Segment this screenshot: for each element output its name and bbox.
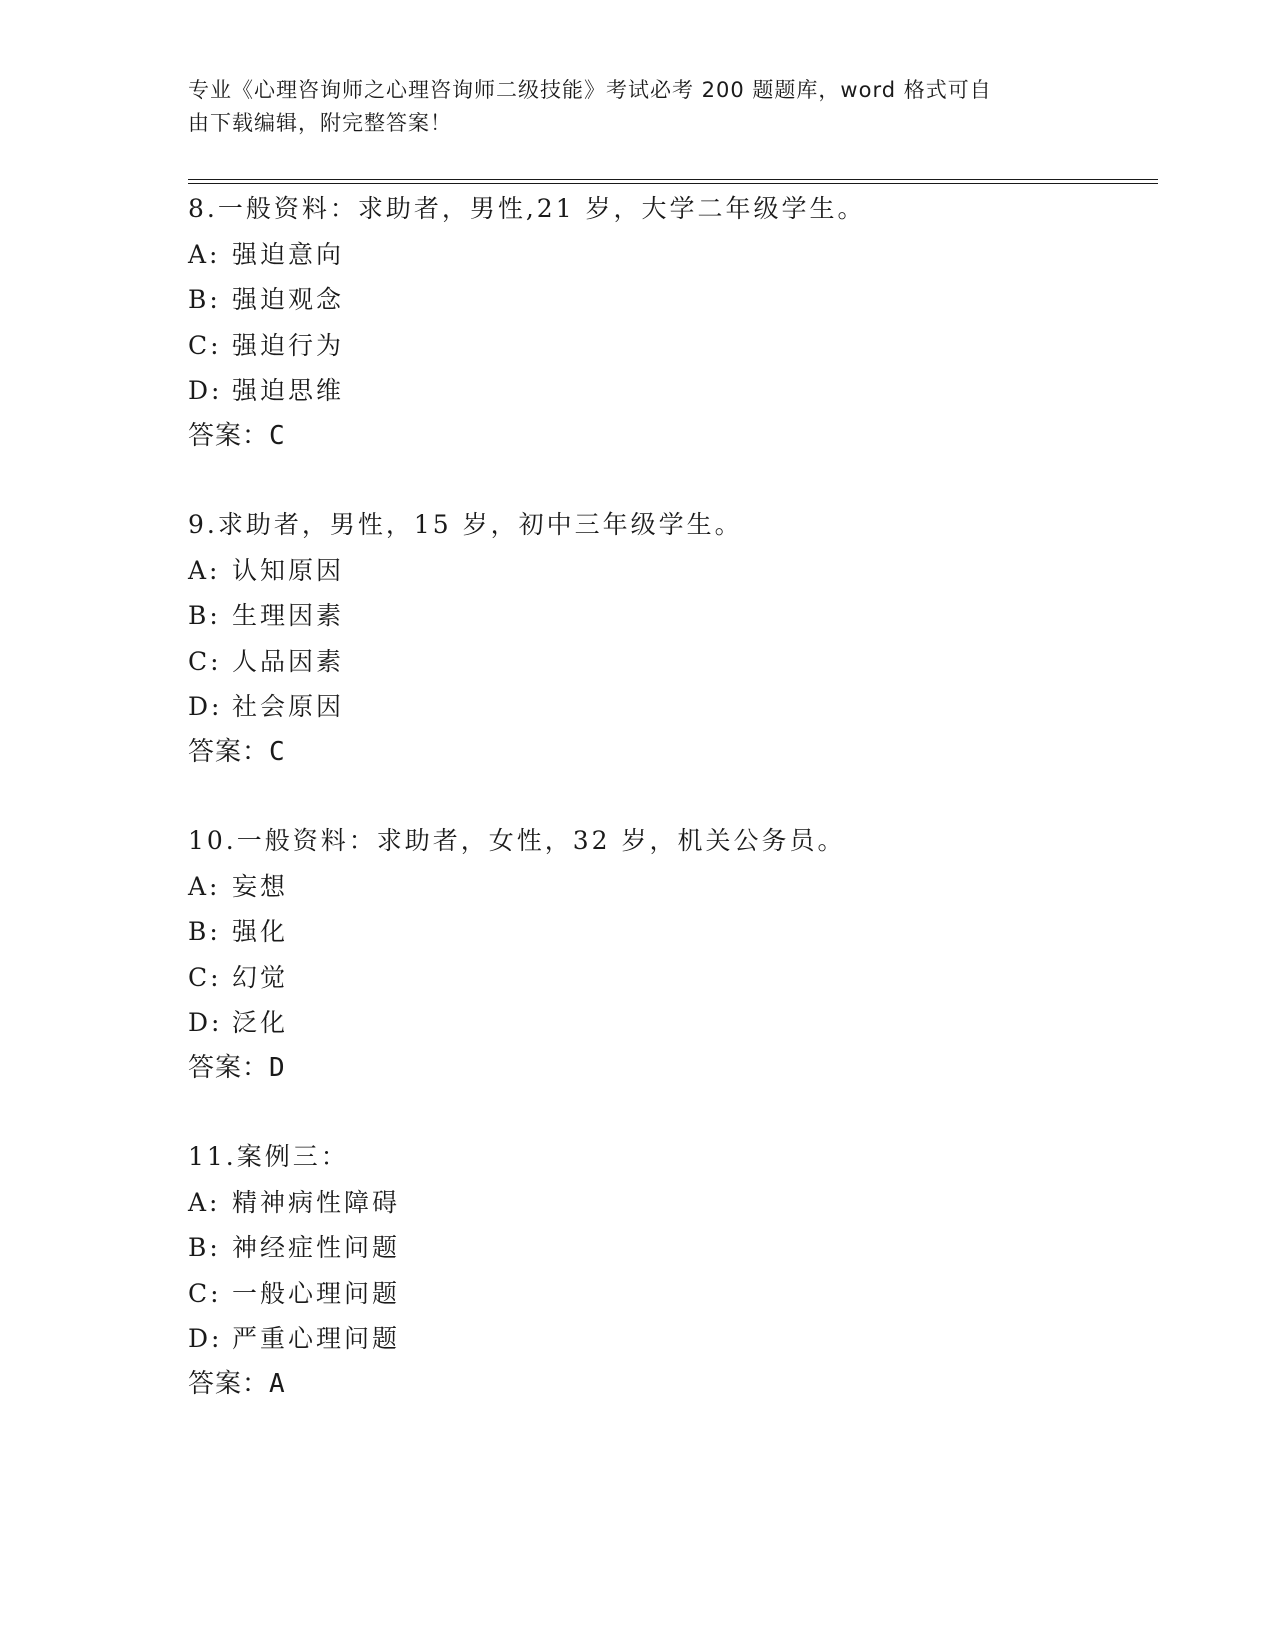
option-d: [188, 1316, 1148, 1362]
option-letter: D:: [188, 1324, 223, 1354]
option-text: 强迫观念: [232, 285, 345, 315]
option-d: [188, 684, 1148, 730]
option-text: 强迫思维: [232, 376, 345, 406]
answer-value: C: [269, 736, 285, 767]
answer-line: [188, 1362, 1148, 1408]
header-line-2: 由下载编辑，附完整答案！: [188, 111, 452, 135]
option-letter: B:: [188, 601, 221, 631]
option-letter: C:: [188, 1278, 222, 1308]
option-b: [188, 909, 1148, 955]
option-letter: D:: [188, 1008, 223, 1038]
option-a: [188, 232, 1148, 278]
header-rule-bottom: [188, 183, 1158, 184]
question-stem: 10.一般资料：求助者，女性，32 岁，机关公务员。: [188, 826, 846, 855]
header-rule-top: [188, 179, 1158, 180]
question-stem: 9.求助者，男性，15 岁，初中三年级学生。: [188, 510, 743, 539]
option-letter: A:: [188, 1187, 221, 1217]
option-b: [188, 277, 1148, 323]
option-letter: A:: [188, 871, 221, 901]
question-block: [188, 502, 1148, 776]
option-b: [188, 1225, 1148, 1271]
option-text: 幻觉: [232, 962, 289, 992]
document-header: [188, 74, 1088, 140]
question-block: [188, 186, 1148, 460]
option-text: 泛化: [232, 1008, 289, 1038]
option-c: [188, 1271, 1148, 1317]
option-text: 人品因素: [232, 646, 345, 676]
option-d: [188, 1000, 1148, 1046]
answer-line: [188, 1046, 1148, 1092]
answer-value: A: [269, 1368, 285, 1399]
answer-value: D: [269, 1052, 285, 1083]
option-text: 妄想: [232, 871, 289, 901]
option-letter: A:: [188, 555, 221, 585]
answer-label: 答案：: [188, 1368, 270, 1399]
option-b: [188, 593, 1148, 639]
question-stem: 11.案例三：: [188, 1142, 349, 1171]
option-c: [188, 955, 1148, 1001]
option-text: 神经症性问题: [232, 1233, 401, 1263]
option-letter: A:: [188, 239, 221, 269]
option-c: [188, 323, 1148, 369]
option-text: 强化: [232, 917, 289, 947]
question-block: [188, 1134, 1148, 1408]
answer-label: 答案：: [188, 420, 270, 451]
question-block: [188, 818, 1148, 1092]
answer-line: [188, 730, 1148, 776]
option-text: 一般心理问题: [232, 1278, 401, 1308]
option-text: 强迫意向: [232, 239, 345, 269]
header-line-1: 专业《心理咨询师之心理咨询师二级技能》考试必考 200 题题库，word 格式可自: [188, 78, 992, 102]
option-text: 生理因素: [232, 601, 345, 631]
option-letter: B:: [188, 285, 221, 315]
option-c: [188, 639, 1148, 685]
answer-label: 答案：: [188, 1052, 270, 1083]
option-text: 认知原因: [232, 555, 345, 585]
answer-value: C: [269, 420, 285, 451]
option-a: [188, 1180, 1148, 1226]
question-stem: 8.一般资料：求助者，男性,21 岁，大学二年级学生。: [188, 194, 866, 223]
option-text: 精神病性障碍: [232, 1187, 401, 1217]
option-letter: D:: [188, 692, 223, 722]
option-letter: B:: [188, 1233, 221, 1263]
option-text: 严重心理问题: [232, 1324, 401, 1354]
option-letter: C:: [188, 330, 222, 360]
option-letter: C:: [188, 962, 222, 992]
option-text: 社会原因: [232, 692, 345, 722]
option-d: [188, 368, 1148, 414]
option-letter: B:: [188, 917, 221, 947]
option-letter: C:: [188, 646, 222, 676]
answer-line: [188, 414, 1148, 460]
option-a: [188, 548, 1148, 594]
answer-label: 答案：: [188, 736, 270, 767]
option-letter: D:: [188, 376, 223, 406]
option-a: [188, 864, 1148, 910]
option-text: 强迫行为: [232, 330, 345, 360]
